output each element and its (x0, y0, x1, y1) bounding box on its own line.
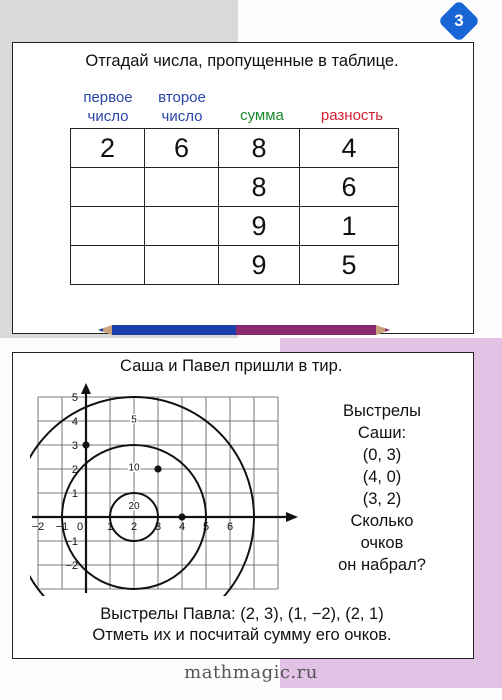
shot-point (154, 465, 161, 472)
x-tick-label: 6 (226, 521, 234, 533)
y-tick-label: −1 (65, 536, 78, 548)
y-tick-label: 5 (71, 392, 78, 404)
table-cell: 6 (300, 168, 399, 207)
question-line: он набрал? (338, 556, 426, 574)
table-cell: 5 (300, 246, 399, 285)
pencil-divider-icon (98, 322, 390, 338)
header-first-line1: первое (83, 89, 133, 106)
header-second-line2: число (161, 108, 203, 125)
header-difference: разность (320, 107, 384, 124)
table-cell: 8 (219, 129, 300, 168)
task1-title: Отгадай числа, пропущенные в таблице. (85, 52, 399, 70)
target-ring (30, 397, 254, 596)
header-second-line1: второе (158, 89, 206, 106)
header-second-number (146, 88, 218, 126)
x-tick-label: 1 (106, 521, 114, 533)
answer-cell[interactable] (145, 168, 219, 207)
pavel-shots-text: Выстрелы Павла: (2, 3), (1, −2), (2, 1) (100, 605, 384, 623)
question-line: (4, 0) (362, 468, 402, 486)
numbers-table (70, 128, 399, 285)
answer-cell[interactable] (71, 246, 145, 285)
question-line: (0, 3) (362, 446, 402, 464)
x-tick-label: 5 (202, 521, 210, 533)
answer-cell[interactable] (71, 207, 145, 246)
x-tick-label: 4 (178, 521, 186, 533)
table-row (71, 246, 399, 285)
x-tick-label: 3 (154, 521, 162, 533)
x-axis-arrow-icon (286, 512, 298, 522)
instruction-text: Отметь их и посчитай сумму его очков. (92, 626, 392, 644)
y-tick-label: −2 (65, 560, 78, 572)
x-tick-label: 0 (76, 521, 84, 533)
table-row (71, 207, 399, 246)
y-axis-arrow-icon (81, 383, 91, 394)
y-tick-label: 2 (71, 464, 78, 476)
question-line: Выстрелы (343, 402, 421, 420)
ring-score-label: 5 (131, 414, 137, 426)
ring-score-label: 20 (128, 501, 140, 512)
y-tick-label: 3 (71, 440, 78, 452)
header-sum: сумма (240, 107, 284, 124)
header-first-line2: число (87, 108, 129, 125)
question-line: Сколько (350, 512, 414, 530)
shooting-target-grid[interactable] (30, 374, 305, 596)
question-line: Саши: (357, 424, 407, 442)
x-tick-label: −2 (31, 521, 45, 533)
table-cell: 2 (71, 129, 145, 168)
task2-title: Саша и Павел пришли в тир. (120, 357, 343, 375)
y-tick-label: 4 (71, 416, 78, 428)
shot-point (82, 441, 89, 448)
table-row (71, 129, 399, 168)
question-line: очков (360, 534, 404, 552)
table-cell: 1 (300, 207, 399, 246)
table-cell: 4 (300, 129, 399, 168)
table-cell: 9 (219, 246, 300, 285)
x-tick-label: 2 (130, 521, 138, 533)
shot-point (178, 513, 185, 520)
y-tick-label: 1 (71, 488, 78, 500)
x-tick-label: −1 (55, 521, 69, 533)
answer-cell[interactable] (71, 168, 145, 207)
answer-cell[interactable] (145, 207, 219, 246)
table-cell: 6 (145, 129, 219, 168)
footer-site: mathmagic.ru (184, 662, 318, 683)
answer-cell[interactable] (145, 246, 219, 285)
table-row (71, 168, 399, 207)
ring-score-label: 10 (128, 462, 140, 474)
table-cell: 8 (219, 168, 300, 207)
target-rings (30, 397, 254, 596)
table-cell: 9 (219, 207, 300, 246)
header-first-number (72, 88, 144, 126)
question-line: (3, 2) (362, 490, 402, 508)
page-number: 3 (454, 11, 464, 30)
